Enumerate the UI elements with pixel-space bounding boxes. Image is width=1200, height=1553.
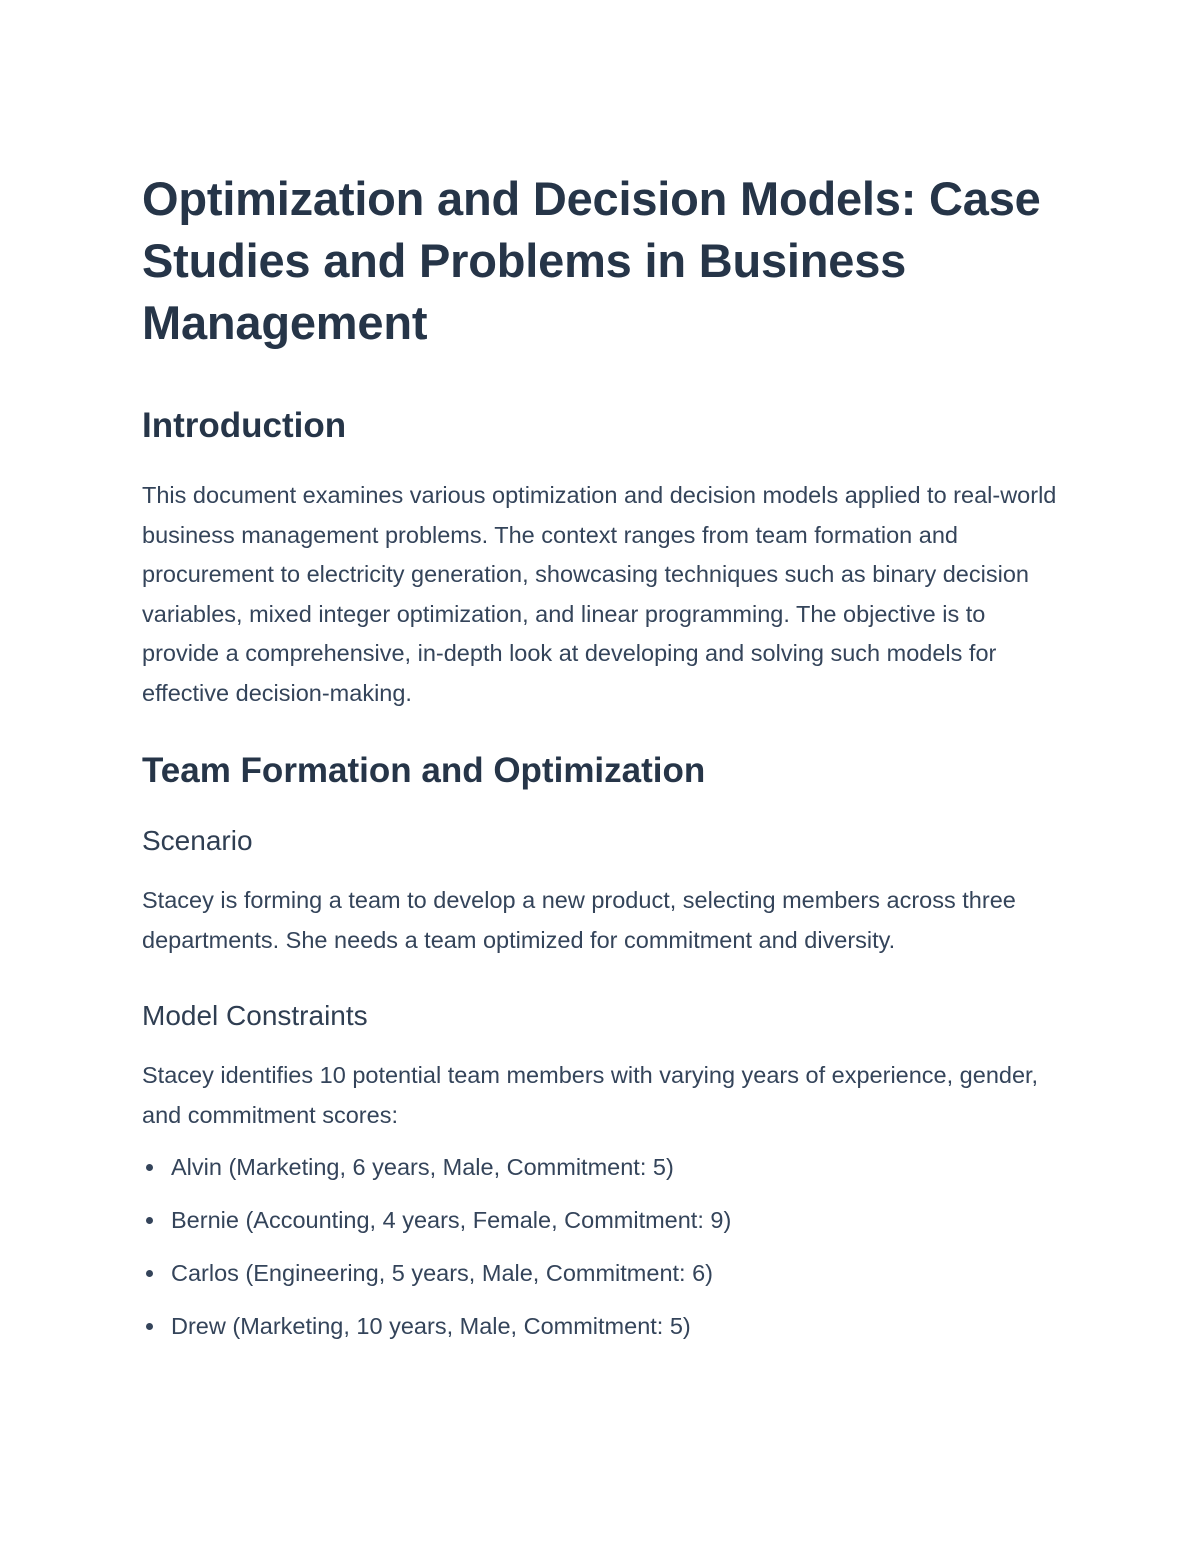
- model-constraints-paragraph: Stacey identifies 10 potential team members with varying years of experience, gender, and commitment scores:: [142, 1062, 1039, 1128]
- bullet-icon: [146, 1270, 153, 1277]
- document-title: Optimization and Decision Models: Case Studies and Problems in Business Management: [142, 172, 1041, 349]
- list-item-text: Bernie (Accounting, 4 years, Female, Commitment: 9): [171, 1207, 732, 1233]
- list-item-text: Alvin (Marketing, 6 years, Male, Commitment: 5): [171, 1154, 674, 1180]
- list-item: [142, 1194, 1062, 1247]
- list-item-text: Drew (Marketing, 10 years, Male, Commitment: 5): [171, 1313, 691, 1339]
- list-item: [142, 1300, 1062, 1353]
- scenario-heading: Scenario: [142, 825, 253, 856]
- team-formation-heading: Team Formation and Optimization: [142, 751, 706, 790]
- list-item-text: Carlos (Engineering, 5 years, Male, Commitment: 6): [171, 1260, 714, 1286]
- list-item: [142, 1247, 1062, 1300]
- introduction-heading: Introduction: [142, 406, 347, 445]
- scenario-paragraph: Stacey is forming a team to develop a new product, selecting members across three departments. She needs a team optimized for commitment and diversity.: [142, 887, 1016, 953]
- model-constraints-heading: Model Constraints: [142, 1000, 368, 1031]
- bullet-icon: [146, 1323, 153, 1330]
- list-item: [142, 1141, 1062, 1194]
- bullet-icon: [146, 1217, 153, 1224]
- introduction-paragraph: This document examines various optimization and decision models applied to real-world business management problems. The context ranges from team formation and procurement to electricity generation, showcasing techniques such as binary decision variables, mixed integer optimization, and linear programming. The objective is to provide a comprehensive, in-depth look at developing and solving such models for effective decision-making.: [142, 482, 1057, 706]
- team-member-list: [142, 1141, 1062, 1353]
- bullet-icon: [146, 1164, 153, 1171]
- document-page: [142, 168, 1062, 1353]
